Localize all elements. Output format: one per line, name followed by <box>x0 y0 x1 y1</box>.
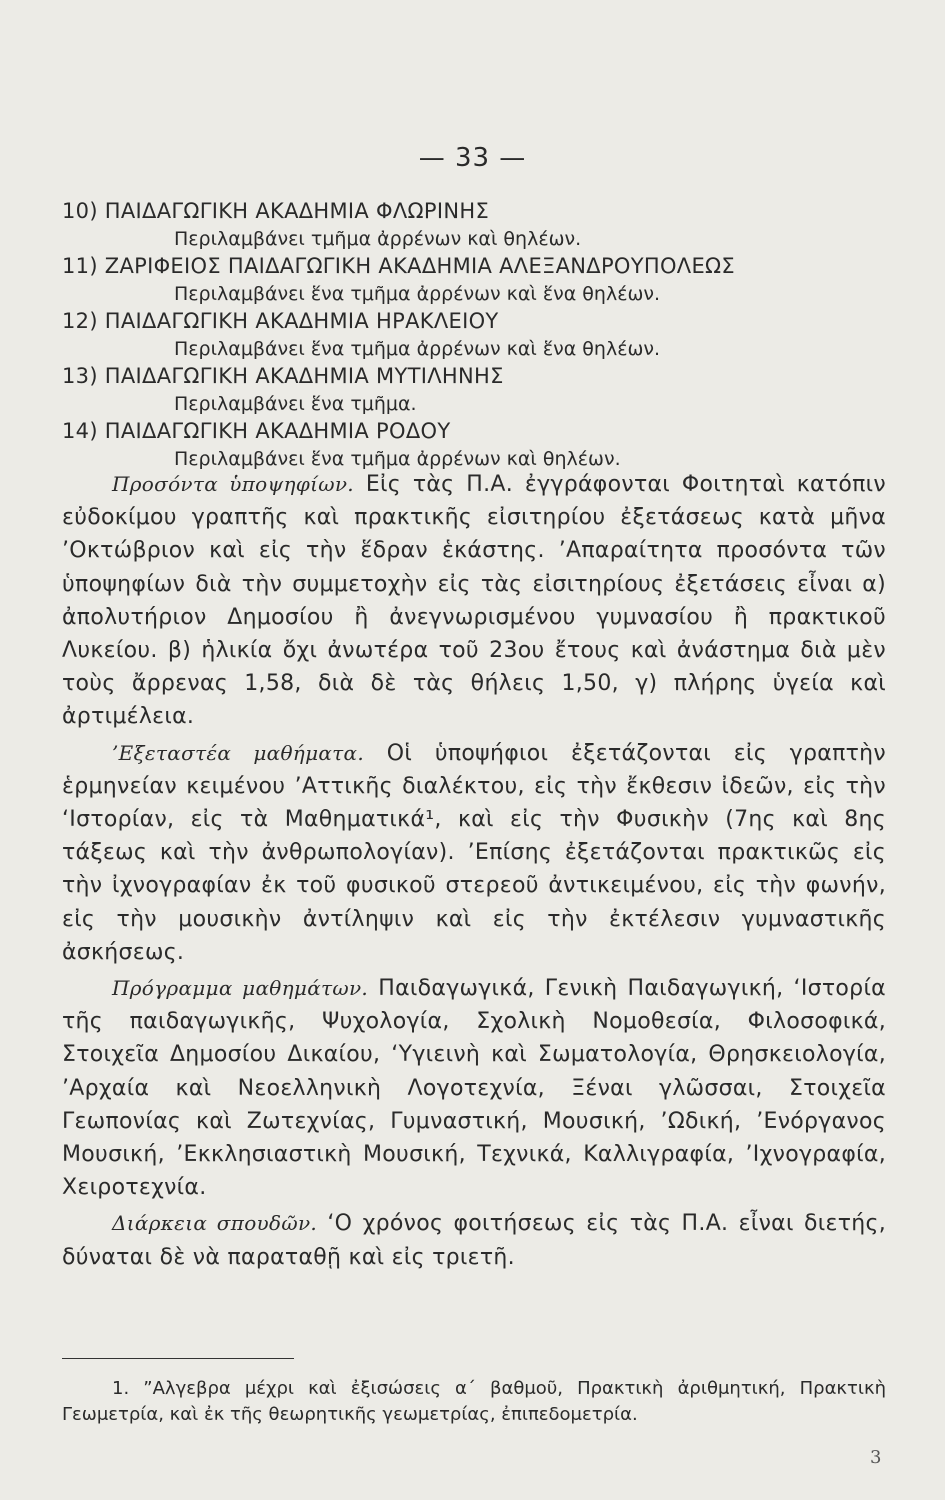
paragraph-text: Οἱ ὑποψήφιοι ἐξετάζονται εἰς γραπτὴν ἑρμηνείαν κειμένου ’Αττικῆς διαλέκτου, εἰς τὴν ἔκθεσιν ἰδεῶν, εἰς τὴν ‘Ιστορίαν, εἰς τὰ Μαθηματικά¹, καὶ εἰς τὴν Φυσικὴν (7ης καὶ 8ης τάξεως καὶ τὴν ἀνθρωπολογίαν). ’Επίσης ἐξετάζονται πρακτικῶς εἰς τὴν ἰχνογραφίαν ἐκ τοῦ φυσικοῦ στερεοῦ ἀντικειμένου, εἰς τὴν φωνήν, εἰς τὴν μουσικὴν ἀντίληψιν καὶ εἰς τὴν ἐκτέλεσιν γυμναστικῆς ἀσκήσεως. <box>62 740 886 965</box>
paragraph-text: Εἰς τὰς Π.Α. ἐγγράφονται Φοιτηταὶ κατόπιν εὐδοκίμου γραπτῆς καὶ πρακτικῆς εἰσιτηρίου ἐξετάσεως κατὰ μῆνα ’Οκτώβριον καὶ εἰς τὴν ἕδραν ἑκάστης. ’Απαραίτητα προσόντα τῶν ὑποψηφίων διὰ τὴν συμμετοχὴν εἰς τὰς εἰσιτηρίους ἐξετάσεις εἶναι α) ἀπολυτήριον Δημοσίου ἢ ἀνεγνωρισμένου γυμνασίου ἢ πρακτικοῦ Λυκείου. β) ἡλικία ὄχι ἀνωτέρα τοῦ 23ου ἔτους καὶ ἀνάστημα διὰ μὲν τοὺς ἄρρενας 1,58, διὰ δὲ τὰς θήλεις 1,50, γ) πλήρης ὑγεία καὶ ἀρτιμέλεια. <box>62 472 886 730</box>
academy-title: 14) ΠΑΙΔΑΓΩΓΙΚΗ ΑΚΑΔΗΜΙΑ ΡΟΔΟΥ <box>62 419 451 443</box>
academy-description: Περιλαμβάνει ἕνα τμῆμα. <box>174 393 417 415</box>
paragraph-curriculum <box>62 972 886 1204</box>
academy-description: Περιλαμβάνει ἕνα τμῆμα ἀρρένων καὶ θηλέων. <box>174 448 621 470</box>
paragraph-heading: Διάρκεια σπουδῶν. <box>112 1211 318 1236</box>
academy-description: Περιλαμβάνει τμῆμα ἀρρένων καὶ θηλέων. <box>174 228 582 250</box>
academy-description: Περιλαμβάνει ἕνα τμῆμα ἀρρένων καὶ ἕνα θηλέων. <box>174 338 661 360</box>
footnote: 1. ”Αλγεβρα μέχρι καὶ ἐξισώσεις α΄ βαθμοῦ, Πρακτικὴ ἀριθμητική, Πρακτικὴ Γεωμετρία, καὶ ἐκ τῆς θεωρητικῆς γεωμετρίας, ἐπιπεδομετρία. <box>62 1378 886 1425</box>
academy-entry <box>62 362 902 417</box>
academy-title: 12) ΠΑΙΔΑΓΩΓΙΚΗ ΑΚΑΔΗΜΙΑ ΗΡΑΚΛΕΙΟΥ <box>62 309 499 333</box>
academy-description: Περιλαμβάνει ἕνα τμῆμα ἀρρένων καὶ ἕνα θηλέων. <box>174 283 661 305</box>
paragraph-admission-requirements <box>62 468 886 734</box>
paragraph-heading: Προσόντα ὑποψηφίων. <box>112 472 354 496</box>
paragraph-study-duration <box>62 1207 886 1273</box>
paragraph-heading: Πρόγραμμα μαθημάτων. <box>112 976 369 1001</box>
academy-entry <box>62 307 902 362</box>
academy-entry <box>62 197 902 252</box>
paragraph-text: ‘Ο χρόνος φοιτήσεως εἰς τὰς Π.Α. εἶναι διετής, δύναται δὲ νὰ παραταθῇ καὶ εἰς τριετῆ. <box>62 1211 886 1270</box>
academy-entry <box>62 417 902 472</box>
paragraph-heading: ’Εξεταστέα μαθήματα. <box>112 740 364 765</box>
academy-title: 11) ΖΑΡΙΦΕΙΟΣ ΠΑΙΔΑΓΩΓΙΚΗ ΑΚΑΔΗΜΙΑ ΑΛΕΞΑΝΔΡΟΥΠΟΛΕΩΣ <box>62 254 735 278</box>
academy-entry <box>62 252 902 307</box>
academy-title: 13) ΠΑΙΔΑΓΩΓΙΚΗ ΑΚΑΔΗΜΙΑ ΜΥΤΙΛΗΝΗΣ <box>62 364 504 388</box>
paragraph-text: Παιδαγωγικά, Γενικὴ Παιδαγωγική, ‘Ιστορία τῆς παιδαγωγικῆς, Ψυχολογία, Σχολικὴ Νομοθεσία, Φιλοσοφικά, Στοιχεῖα Δημοσίου Δικαίου, ‘Υγιεινὴ καὶ Σωματολογία, Θρησκειολογία, ’Αρχαία καὶ Νεοελληνικὴ Λογοτεχνία, Ξέναι γλῶσσαι, Στοιχεῖα Γεωπονίας καὶ Ζωτεχνίας, Γυμναστική, Μουσική, ’Ωδική, ’Ενόργανος Μουσική, ’Εκκλησιαστικὴ Μουσική, Τεχνικά, Καλλιγραφία, ’Ιχνογραφία, Χειροτεχνία. <box>62 976 886 1201</box>
academy-list <box>62 197 902 472</box>
page-number: — 33 — <box>418 143 527 173</box>
signature-mark: 3 <box>870 1447 882 1468</box>
footnote-divider <box>62 1358 294 1359</box>
paragraph-exam-subjects <box>62 737 886 969</box>
academy-title: 10) ΠΑΙΔΑΓΩΓΙΚΗ ΑΚΑΔΗΜΙΑ ΦΛΩΡΙΝΗΣ <box>62 199 490 223</box>
body-text <box>62 468 886 1277</box>
